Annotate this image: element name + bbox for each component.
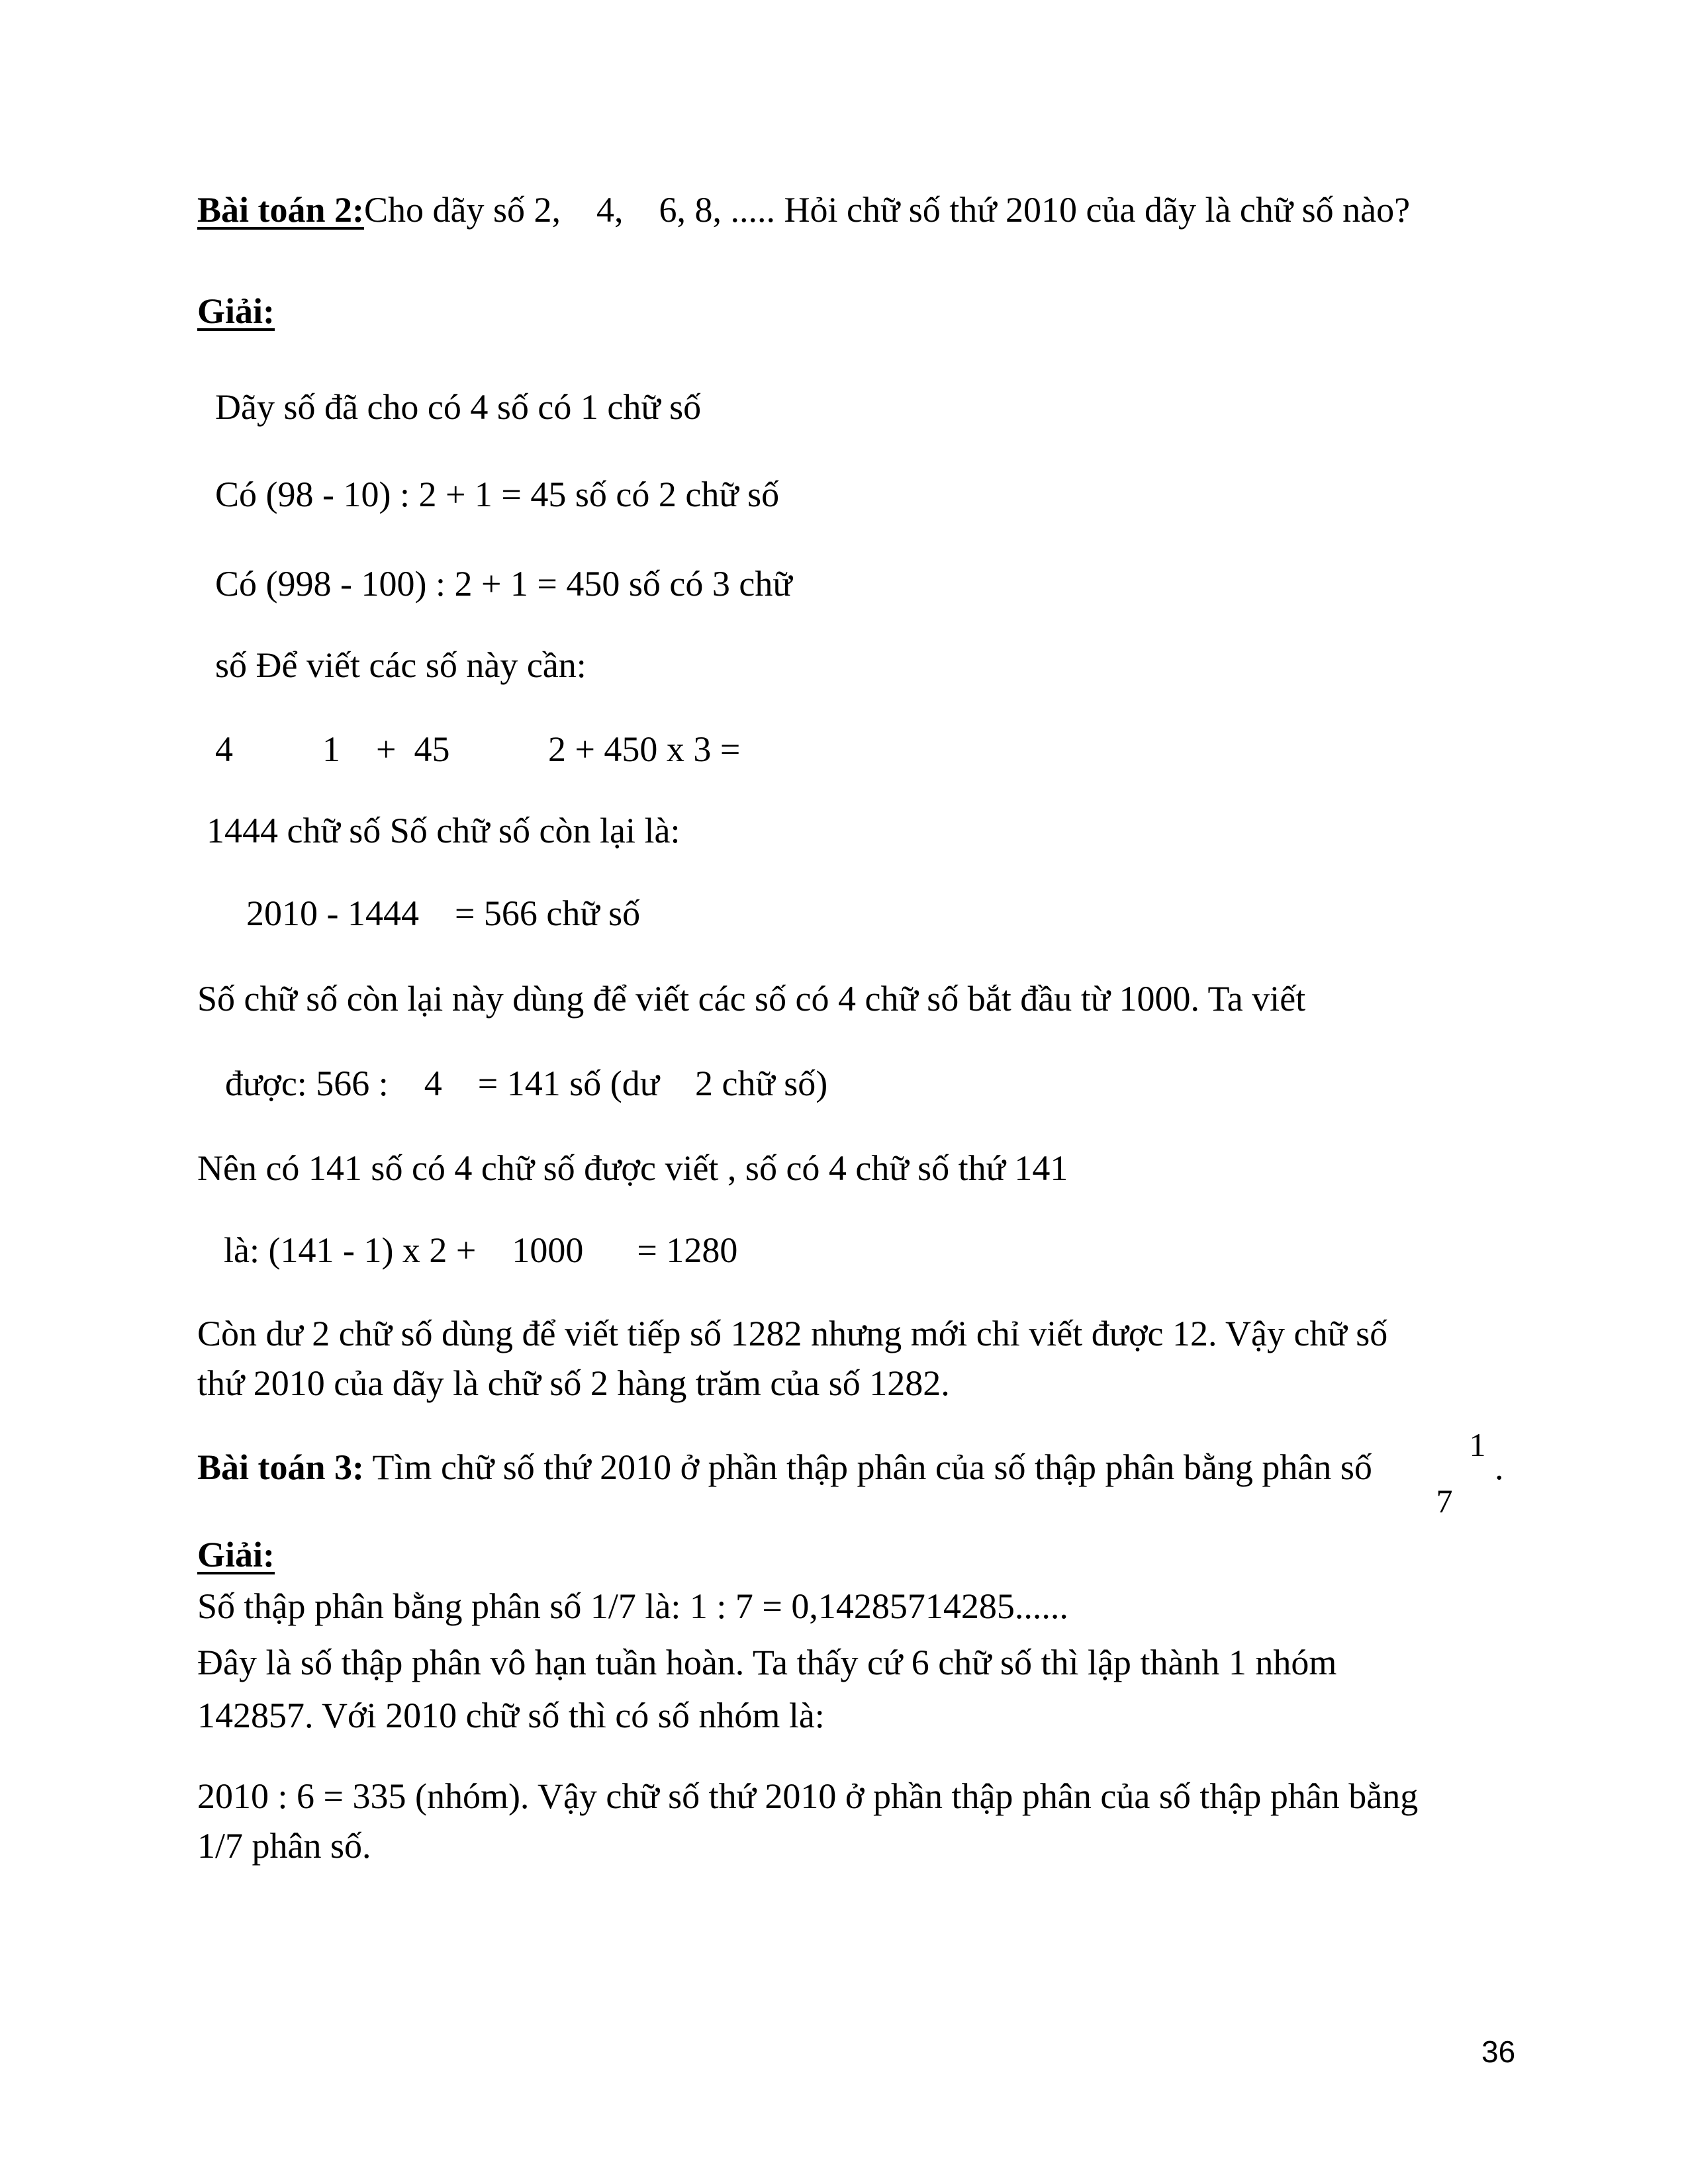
solution-2-line-4: số Để viết các số này cần: <box>215 645 586 685</box>
fraction-denominator: 7 <box>1436 1482 1453 1520</box>
problem-2-text: Cho dãy số 2, 4, 6, 8, ..... Hỏi chữ số thứ 2010 của dãy là chữ số nào? <box>364 190 1411 230</box>
problem-2-statement <box>197 192 1410 228</box>
solution-2-line-10: Nên có 141 số có 4 chữ số được viết , số có 4 chữ số thứ 141 <box>197 1148 1068 1188</box>
solution-2-line-3: Có (998 - 100) : 2 + 1 = 450 số có 3 chữ <box>215 564 792 604</box>
problem-3-end-punctuation: . <box>1495 1447 1504 1487</box>
problem-3-text: Tìm chữ số thứ 2010 ở phần thập phân của số thập phân bằng phân số <box>364 1447 1372 1487</box>
solution-2-line-9: được: 566 : 4 = 141 số (dư 2 chữ số) <box>225 1064 828 1103</box>
solution-2-line-8: Số chữ số còn lại này dùng để viết các số có 4 chữ số bắt đầu từ 1000. Ta viết <box>197 979 1306 1019</box>
solution-2-line-7: 2010 - 1444 = 566 chữ số <box>246 893 641 933</box>
solution-2-line-11: là: (141 - 1) x 2 + 1000 = 1280 <box>224 1230 738 1270</box>
solution-3-line-4: 2010 : 6 = 335 (nhóm). Vậy chữ số thứ 2010 ở phần thập phân của số thập phân bằng <box>197 1776 1419 1816</box>
solution-3-line-2: Đây là số thập phân vô hạn tuần hoàn. Ta thấy cứ 6 chữ số thì lập thành 1 nhóm <box>197 1643 1337 1682</box>
solution-2-line-12: Còn dư 2 chữ số dùng để viết tiếp số 1282 nhưng mới chỉ viết được 12. Vậy chữ số <box>197 1314 1388 1353</box>
solution-3-line-1: Số thập phân bằng phân số 1/7 là: 1 : 7 = 0,14285714285...... <box>197 1586 1068 1626</box>
problem-3-statement <box>197 1449 1372 1485</box>
solution-3-line-5: 1/7 phân số. <box>197 1826 371 1866</box>
solution-2-line-1: Dãy số đã cho có 4 số có 1 chữ số <box>215 387 702 427</box>
solution-3-heading: Giải: <box>197 1535 275 1574</box>
solution-2-heading: Giải: <box>197 291 275 331</box>
solution-2-line-13: thứ 2010 của dãy là chữ số 2 hàng trăm của số 1282. <box>197 1363 950 1403</box>
solution-2-line-5: 4 1 + 45 2 + 450 x 3 = <box>215 729 741 769</box>
solution-2-line-6: 1444 chữ số Số chữ số còn lại là: <box>207 811 680 850</box>
problem-3-label: Bài toán 3: <box>197 1447 365 1487</box>
solution-2-line-2: Có (98 - 10) : 2 + 1 = 45 số có 2 chữ số <box>215 475 780 514</box>
fraction-numerator: 1 <box>1469 1426 1486 1463</box>
problem-2-label: Bài toán 2: <box>197 190 365 230</box>
solution-3-line-3: 142857. Với 2010 chữ số thì có số nhóm là: <box>197 1696 825 1735</box>
page-number: 36 <box>1481 2034 1516 2069</box>
